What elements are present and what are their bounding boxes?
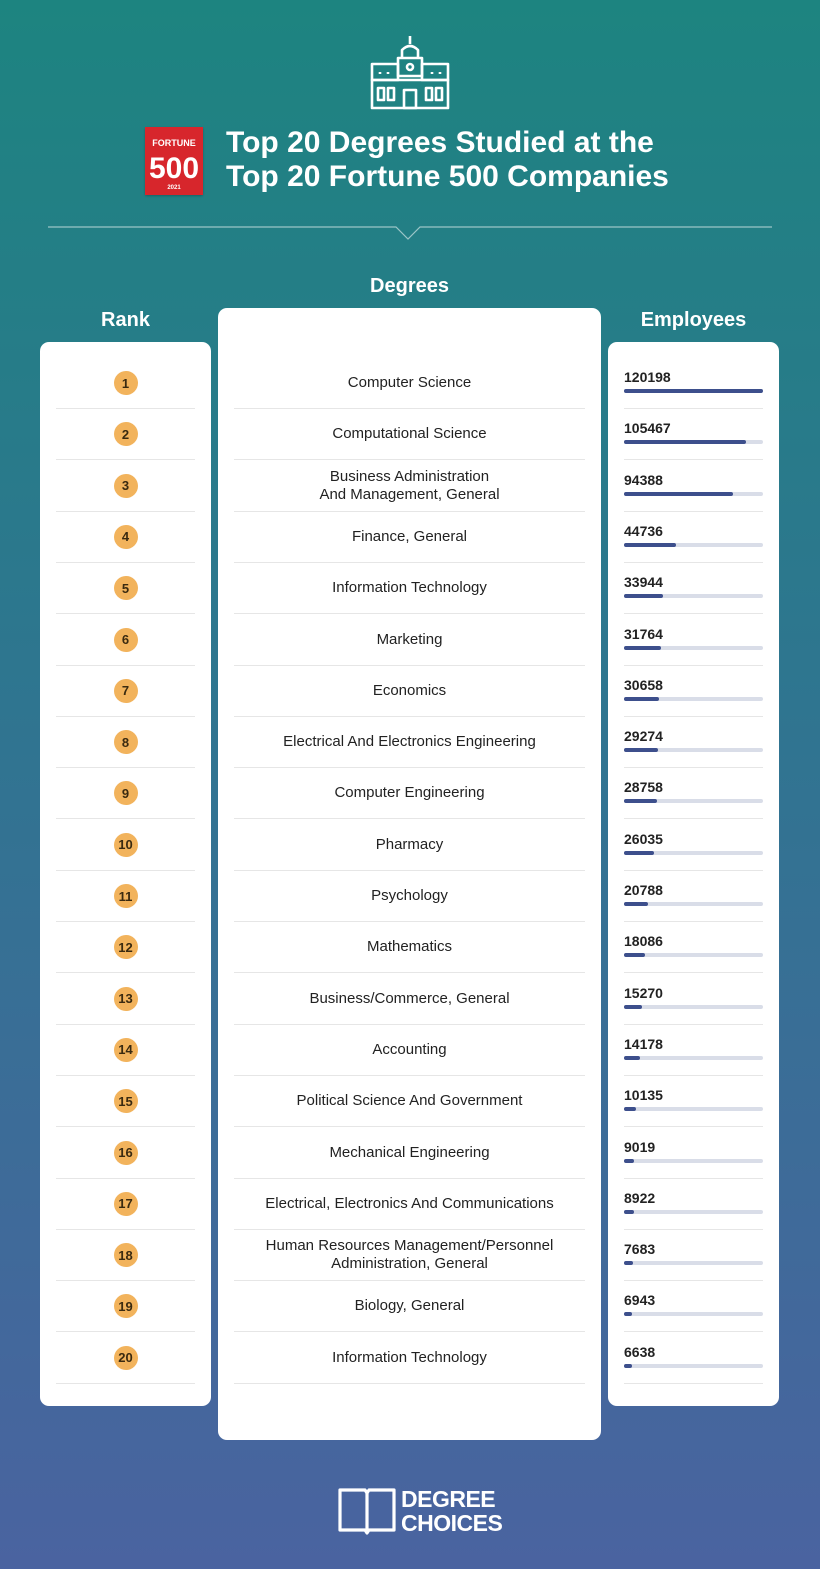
title-line-1: Top 20 Degrees Studied at the <box>226 126 654 159</box>
bar-track <box>624 1312 763 1316</box>
degree-label: Mathematics <box>366 938 453 956</box>
degree-label: Computer Science <box>347 374 472 391</box>
degree-label: Biology, General <box>354 1297 465 1315</box>
svg-text:2021: 2021 <box>167 185 181 191</box>
bar-track <box>624 646 763 650</box>
degree-label: Finance, General <box>351 527 468 545</box>
bar-track <box>624 697 763 701</box>
svg-text:FORTUNE: FORTUNE <box>152 138 196 148</box>
employees-bar <box>624 851 654 855</box>
rank-badge: 17 <box>114 1192 138 1216</box>
employees-value: 29274 <box>624 728 663 745</box>
degree-row <box>234 1230 585 1281</box>
employees-row <box>624 1025 763 1076</box>
bar-track <box>624 1107 763 1111</box>
rank-badge: 14 <box>114 1038 138 1062</box>
building-icon <box>368 34 452 112</box>
rank-row <box>56 1025 195 1076</box>
rank-row <box>56 1281 195 1332</box>
employees-value: 105467 <box>624 420 671 437</box>
bar-track <box>624 492 763 496</box>
rank-row <box>56 717 195 768</box>
degree-label: Human Resources Management/Personnel Administration, General <box>265 1237 554 1273</box>
employees-row <box>624 1281 763 1332</box>
employees-bar <box>624 1210 634 1214</box>
employees-value: 26035 <box>624 830 663 847</box>
employees-row <box>624 358 763 409</box>
employees-row <box>624 563 763 614</box>
employees-row <box>624 461 763 512</box>
employees-value: 7683 <box>624 1241 656 1258</box>
degree-label: Accounting <box>372 1040 447 1058</box>
rank-badge: 6 <box>114 628 138 652</box>
rank-badge: 2 <box>114 422 138 446</box>
degrees-panel <box>218 308 601 1440</box>
rank-badge: 8 <box>114 730 138 754</box>
rank-badge: 5 <box>114 576 138 600</box>
employees-bar <box>624 1261 633 1265</box>
degree-row <box>234 461 585 512</box>
degree-row <box>234 1128 585 1179</box>
degree-choices-logo <box>337 1486 502 1536</box>
employees-value: 20788 <box>624 882 663 898</box>
degree-row <box>234 768 585 819</box>
degree-row <box>234 1281 585 1332</box>
degree-label: Computational Science <box>332 425 487 443</box>
rank-row <box>56 358 195 409</box>
bar-track <box>624 1159 763 1163</box>
employees-row <box>624 717 763 768</box>
rank-row <box>56 461 195 512</box>
rank-row <box>56 1179 195 1230</box>
degree-label: Electrical And Electronics Engineering <box>283 733 536 751</box>
rank-badge: 10 <box>114 833 138 857</box>
degree-label: Information Technology <box>332 1348 487 1366</box>
employees-bar <box>624 748 658 752</box>
rank-badge: 11 <box>114 884 138 908</box>
svg-text:500: 500 <box>148 152 200 185</box>
bar-track <box>624 1364 763 1368</box>
employees-row <box>624 1128 763 1179</box>
degree-label: Pharmacy <box>375 835 444 853</box>
employees-bar <box>624 594 663 598</box>
employees-value: 33944 <box>624 574 663 591</box>
degree-label: Economics <box>372 681 447 699</box>
employees-row <box>624 1230 763 1281</box>
employees-bar <box>624 492 733 496</box>
rank-row <box>56 1128 195 1179</box>
employees-row <box>624 409 763 460</box>
employees-value: 6638 <box>624 1343 656 1360</box>
rank-badge: 3 <box>114 474 138 498</box>
degree-label: Mechanical Engineering <box>329 1143 490 1161</box>
rank-row <box>56 409 195 460</box>
rank-row <box>56 666 195 717</box>
rank-row <box>56 768 195 819</box>
rank-row <box>56 1076 195 1127</box>
employees-row <box>624 922 763 973</box>
rank-badge: 7 <box>114 679 138 703</box>
employees-value: 6943 <box>624 1292 656 1309</box>
degree-label: Political Science And Government <box>296 1092 523 1110</box>
rank-row <box>56 820 195 871</box>
employees-value: 18086 <box>624 933 663 950</box>
degree-row <box>234 409 585 460</box>
rank-row <box>56 922 195 973</box>
bar-track <box>624 1056 763 1060</box>
bar-track <box>624 953 763 957</box>
rank-row <box>56 615 195 666</box>
employees-row <box>624 871 763 922</box>
bar-track <box>624 748 763 752</box>
bar-track <box>624 1261 763 1265</box>
degree-row <box>234 820 585 871</box>
employees-bar <box>624 1364 632 1368</box>
employees-bar <box>624 1107 636 1111</box>
fortune-500-logo <box>145 127 203 195</box>
bar-track <box>624 799 763 803</box>
employees-row <box>624 1333 763 1384</box>
degree-label: Business Administration And Management, General <box>319 467 500 503</box>
employees-row <box>624 512 763 563</box>
bar-track <box>624 902 763 906</box>
employees-row <box>624 1179 763 1230</box>
bar-track <box>624 594 763 598</box>
employees-value: 8922 <box>624 1189 656 1206</box>
bar-track <box>624 543 763 547</box>
rank-badge: 13 <box>114 987 138 1011</box>
employees-bar <box>624 646 661 650</box>
rank-column-header: Rank <box>101 309 150 331</box>
rank-badge: 12 <box>114 935 138 959</box>
employees-panel <box>608 342 779 1406</box>
employees-bar <box>624 1312 632 1316</box>
degree-row <box>234 1025 585 1076</box>
employees-value: 9019 <box>624 1138 656 1155</box>
rank-row <box>56 1333 195 1384</box>
employees-bar <box>624 1159 634 1163</box>
employees-value: 10135 <box>624 1087 663 1104</box>
rank-panel <box>40 342 211 1406</box>
rank-row <box>56 512 195 563</box>
degree-row <box>234 666 585 717</box>
degree-row <box>234 922 585 973</box>
degree-row <box>234 871 585 922</box>
rank-row <box>56 974 195 1025</box>
degree-row <box>234 974 585 1025</box>
degree-row <box>234 615 585 666</box>
bar-track <box>624 440 763 444</box>
degree-label: Electrical, Electronics And Communications <box>265 1194 554 1212</box>
employees-bar <box>624 902 648 906</box>
employees-bar <box>624 799 657 803</box>
rank-badge: 19 <box>114 1294 138 1318</box>
degree-label: Marketing <box>376 630 443 648</box>
degree-row <box>234 1179 585 1230</box>
bar-track <box>624 389 763 393</box>
degree-label: Information Technology <box>332 579 487 597</box>
degree-row <box>234 512 585 563</box>
bar-track <box>624 1005 763 1009</box>
employees-row <box>624 615 763 666</box>
employees-column-header: Employees <box>640 309 747 331</box>
rank-badge: 16 <box>114 1141 138 1165</box>
employees-bar <box>624 389 763 393</box>
brand-line-1: DEGREE <box>401 1486 496 1512</box>
employees-row <box>624 1076 763 1127</box>
employees-bar <box>624 440 746 444</box>
header-divider <box>48 218 772 248</box>
rank-badge: 4 <box>114 525 138 549</box>
employees-row <box>624 666 763 717</box>
employees-row <box>624 820 763 871</box>
employees-value: 15270 <box>624 984 663 1001</box>
employees-value: 14178 <box>624 1035 663 1052</box>
employees-value: 44736 <box>624 522 663 539</box>
bar-track <box>624 851 763 855</box>
employees-bar <box>624 1056 640 1060</box>
degree-row <box>234 563 585 614</box>
employees-bar <box>624 697 659 701</box>
degree-label: Business/Commerce, General <box>309 989 510 1007</box>
rank-badge: 15 <box>114 1089 138 1113</box>
degree-label: Computer Engineering <box>334 784 485 802</box>
rank-row <box>56 871 195 922</box>
degree-row <box>234 1333 585 1384</box>
employees-bar <box>624 543 676 547</box>
degree-row <box>234 717 585 768</box>
employees-value: 94388 <box>624 471 663 488</box>
employees-value: 31764 <box>624 625 663 642</box>
rank-badge: 20 <box>114 1346 138 1370</box>
employees-row <box>624 768 763 819</box>
rank-badge: 1 <box>114 371 138 395</box>
employees-bar <box>624 953 645 957</box>
degree-row <box>234 358 585 409</box>
rank-badge: 18 <box>114 1243 138 1267</box>
employees-value: 120198 <box>624 369 671 385</box>
employees-value: 28758 <box>624 779 663 796</box>
page-title <box>226 126 786 194</box>
employees-bar <box>624 1005 642 1009</box>
rank-badge: 9 <box>114 781 138 805</box>
rank-row <box>56 563 195 614</box>
employees-value: 30658 <box>624 676 663 693</box>
degrees-column-header: Degrees <box>370 275 449 297</box>
degree-row <box>234 1076 585 1127</box>
open-book-icon <box>337 1486 397 1536</box>
degree-label: Psychology <box>371 887 448 904</box>
brand-line-2: CHOICES <box>401 1510 503 1536</box>
bar-track <box>624 1210 763 1214</box>
title-line-2: Top 20 Fortune 500 Companies <box>226 160 669 193</box>
employees-row <box>624 974 763 1025</box>
rank-row <box>56 1230 195 1281</box>
